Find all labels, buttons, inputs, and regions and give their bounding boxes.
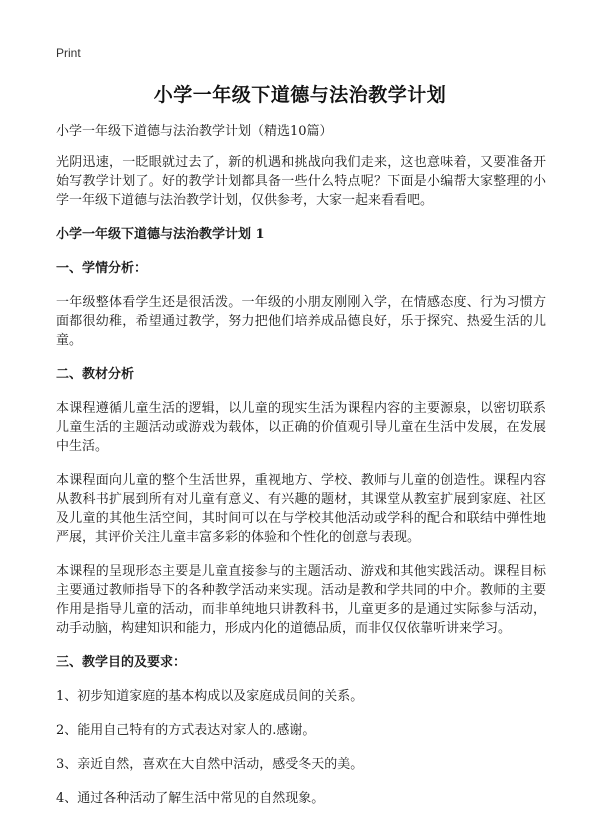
document-subtitle: 小学一年级下道德与法治教学计划（精选10篇） bbox=[56, 124, 333, 139]
paragraph: 一年级整体看学生还是很活泼。一年级的小朋友刚刚入学，在情感态度、行为习惯方面都很幼稚，希望通过教学，努力把他们培养成品德良好，乐于探究、热爱生活的儿童。 bbox=[56, 295, 546, 348]
intro-paragraph: 光阴迅速，一眨眼就过去了，新的机遇和挑战向我们走来，这也意味着，又要准备开始写教学计划了。好的教学计划都具备一些什么特点呢？下面是小编帮大家整理的小学一年级下道德与法治教学计划，仅供参考，大家一起来看看吧。 bbox=[56, 155, 546, 208]
page-title: 小学一年级下道德与法治教学计划 bbox=[153, 84, 447, 106]
section-title: 小学一年级下道德与法治教学计划 1 bbox=[56, 227, 265, 242]
list-item: 1、初步知道家庭的基本构成以及家庭成员间的关系。 bbox=[56, 689, 364, 704]
heading-textbook-analysis: 二、教材分析 bbox=[56, 367, 135, 382]
list-item: 2、能用自己特有的方式表达对家人的.感谢。 bbox=[56, 723, 316, 738]
paragraph: 本课程遵循儿童生活的逻辑，以儿童的现实生活为课程内容的主要源泉，以密切联系儿童生活的主题活动或游戏为载体，以正确的价值观引导儿童在生活中发展，在发展中生活。 bbox=[56, 401, 546, 454]
print-label[interactable]: Print bbox=[56, 46, 81, 60]
heading-student-analysis: 一、学情分析： bbox=[56, 261, 148, 276]
paragraph: 本课程的呈现形态主要是儿童直接参与的主题活动、游戏和其他实践活动。课程目标主要通过教师指导下的各种教学活动来实现。活动是教和学共同的中介。教师的主要作用是指导儿童的活动，而非单纯地只讲教科书，儿童更多的是通过实际参与活动，动手动脑，构建知识和能力，形成内化的道德品质，而非仅仅依靠听讲来学习。 bbox=[56, 564, 546, 636]
paragraph: 本课程面向儿童的整个生活世界，重视地方、学校、教师与儿童的创造性。课程内容从教科书扩展到所有对儿童有意义、有兴趣的题材，其课堂从教室扩展到家庭、社区及儿童的其他生活空间，其时间可以在与学校其他活动或学科的配合和联结中弹性地严展，其评价关注儿童丰富多彩的体验和个性化的创意与表现。 bbox=[56, 473, 546, 545]
list-item: 4、通过各种活动了解生活中常见的自然现象。 bbox=[56, 791, 325, 806]
list-item: 3、亲近自然，喜欢在大自然中活动，感受冬天的美。 bbox=[56, 757, 364, 772]
heading-teaching-goals: 三、教学目的及要求： bbox=[56, 655, 187, 670]
document-content bbox=[56, 122, 546, 823]
